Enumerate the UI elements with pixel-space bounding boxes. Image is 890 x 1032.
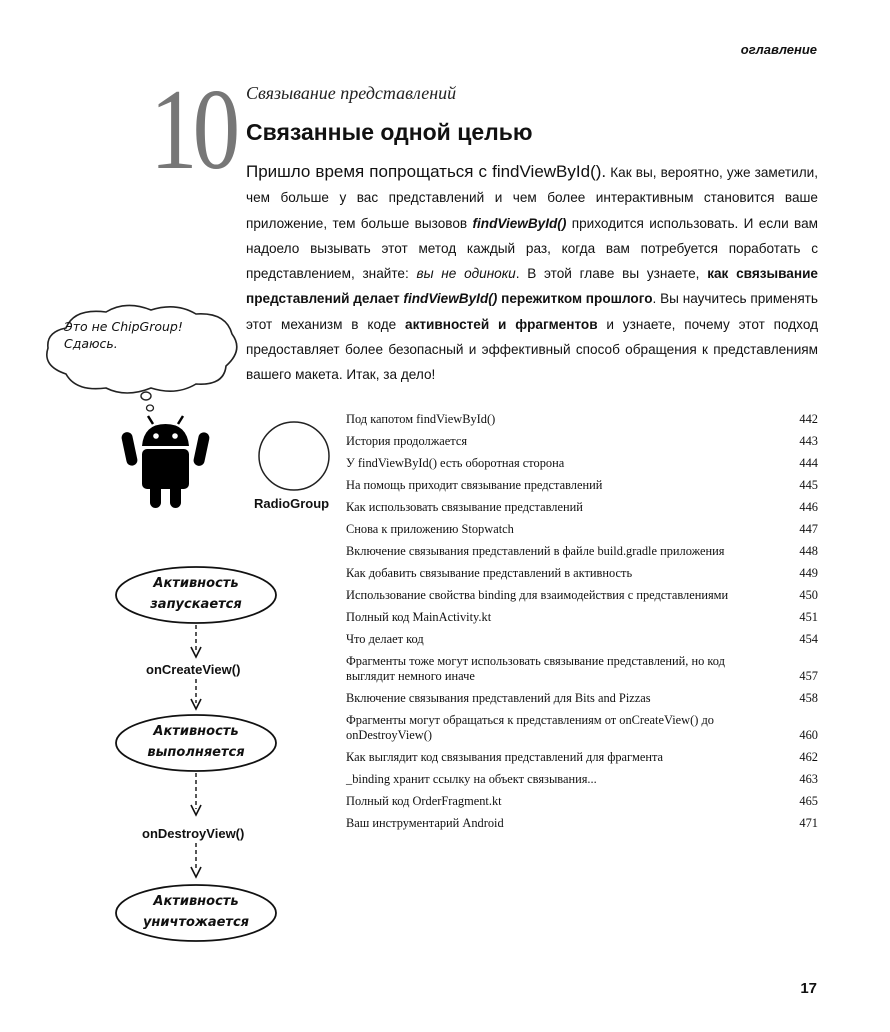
- cloud-line: Сдаюсь.: [64, 336, 118, 351]
- cloud-text: [64, 318, 183, 352]
- toc-entry-page: 450: [799, 588, 818, 602]
- toc-entry-title: Фрагменты могут обращаться к представлениям от onCreateView() до onDestroyView(): [346, 713, 714, 742]
- toc-entry-page: 446: [799, 500, 818, 514]
- intro-text: . Вы научитесь применять этот механизм в коде: [246, 291, 818, 332]
- toc-entry-page: 445: [799, 478, 818, 492]
- intro-strong-emphasis: findViewById(): [403, 291, 498, 307]
- toc-entry-title: Как использовать связывание представлений: [346, 500, 583, 514]
- toc-entry-page: 449: [799, 566, 818, 580]
- toc-entry[interactable]: [346, 478, 818, 493]
- toc-entry-title: Под капотом findViewById(): [346, 412, 496, 426]
- toc-entry-title: Фрагменты тоже могут использовать связывание представлений, но код выглядит немного иначе: [346, 654, 725, 683]
- radio-group-label: RadioGroup: [254, 496, 330, 511]
- lifecycle-line: запускается: [150, 597, 242, 612]
- toc-entry-page: 451: [799, 610, 818, 624]
- toc-entry-title: На помощь приходит связывание представлений: [346, 478, 603, 492]
- toc-entry[interactable]: [346, 713, 818, 743]
- lifecycle-line: Активность: [153, 576, 239, 591]
- section-label: оглавление: [740, 42, 817, 57]
- toc-entry-page: 444: [799, 456, 818, 470]
- toc-entry-title: Включение связывания представлений в файле build.gradle приложения: [346, 544, 725, 558]
- toc-entry-page: 460: [799, 728, 818, 742]
- toc-entry-title: Полный код MainActivity.kt: [346, 610, 492, 624]
- lifecycle-end-label: [116, 891, 276, 933]
- toc-entry[interactable]: [346, 632, 818, 647]
- toc-entry-title: Как добавить связывание представлений в активность: [346, 566, 633, 580]
- on-destroy-view-label: onDestroyView(): [142, 826, 245, 841]
- toc-entry[interactable]: [346, 691, 818, 706]
- toc-entry-page: 462: [799, 750, 818, 764]
- toc-list: [346, 412, 818, 838]
- intro-strong-text: как связывание представлений делает: [246, 266, 818, 307]
- cloud-line: Это не ChipGroup!: [64, 319, 183, 334]
- intro-emphasis: findViewById(): [472, 215, 567, 231]
- page-number: 17: [800, 980, 817, 997]
- intro-strong-text: пережитком прошлого: [497, 291, 653, 307]
- toc-entry[interactable]: [346, 522, 818, 537]
- toc-entry-page: 458: [799, 691, 818, 705]
- toc-entry-page: 463: [799, 772, 818, 786]
- toc-entry-page: 447: [799, 522, 818, 536]
- toc-entry-title: Что делает код: [346, 632, 424, 646]
- toc-entry[interactable]: [346, 566, 818, 581]
- lifecycle-run-label: [116, 721, 276, 763]
- intro-text: Как вы, вероятно, уже заметили, чем больше у вас представлений и чем более интерактивным становится ваше приложение, тем больше вызовов: [246, 165, 818, 231]
- toc-entry-title: _binding хранит ссылку на объект связывания...: [346, 772, 597, 786]
- toc-entry[interactable]: [346, 456, 818, 471]
- toc-entry-page: 457: [799, 669, 818, 683]
- toc-entry-title: Ваш инструментарий Android: [346, 816, 504, 830]
- chapter-title: Связанные одной целью: [246, 119, 533, 145]
- toc-entry-title: История продолжается: [346, 434, 468, 448]
- toc-entry-title: Включение связывания представлений для Bits and Pizzas: [346, 691, 651, 705]
- lifecycle-line: Активность: [153, 724, 239, 739]
- toc-entry-title: Как выглядит код связывания представлений для фрагмента: [346, 750, 664, 764]
- toc-entry[interactable]: [346, 816, 818, 831]
- android-robot-icon: [118, 412, 213, 512]
- intro-lead: Пришло время попрощаться с findViewById().: [246, 162, 607, 181]
- lifecycle-line: уничтожается: [142, 915, 250, 930]
- intro-text: . В этой главе вы узнаете,: [515, 266, 708, 282]
- lifecycle-line: выполняется: [147, 745, 245, 760]
- toc-entry-page: 465: [799, 794, 818, 808]
- toc-entry[interactable]: [346, 750, 818, 765]
- toc-entry-page: 443: [799, 434, 818, 448]
- toc-entry[interactable]: [346, 794, 818, 809]
- toc-entry-page: 471: [799, 816, 818, 830]
- toc-entry[interactable]: [346, 500, 818, 515]
- toc-entry-title: Полный код OrderFragment.kt: [346, 794, 502, 808]
- intro-emphasis: вы не одиноки: [416, 266, 516, 282]
- toc-entry-page: 442: [799, 412, 818, 426]
- toc-entry[interactable]: [346, 588, 818, 603]
- intro-text: приходится использовать. И если вам надоело вызывать этот метод каждый раз, когда вам потребуется поработать с представлением, знайте:: [246, 215, 818, 282]
- toc-entry[interactable]: [346, 412, 818, 427]
- toc-entry[interactable]: [346, 654, 818, 684]
- chapter-number: 10: [150, 66, 236, 194]
- toc-entry-title: Снова к приложению Stopwatch: [346, 522, 514, 536]
- toc-entry[interactable]: [346, 610, 818, 625]
- intro-text: и узнаете, почему этот подход предоставляет более безопасный и эффективный способ обращения к представлениям вашего макета. Итак, за дело!: [246, 316, 819, 383]
- chapter-subtitle: Связывание представлений: [246, 83, 457, 103]
- toc-entry-page: 448: [799, 544, 818, 558]
- toc-entry[interactable]: [346, 434, 818, 449]
- toc-entry-title: У findViewById() есть оборотная сторона: [346, 456, 565, 470]
- toc-entry[interactable]: [346, 772, 818, 787]
- on-create-view-label: onCreateView(): [146, 662, 241, 677]
- toc-entry-title: Использование свойства binding для взаимодействия с представлениями: [346, 588, 729, 602]
- intro-paragraph: [246, 159, 818, 388]
- radio-group-circle-icon: [256, 418, 332, 494]
- lifecycle-line: Активность: [153, 894, 239, 909]
- toc-entry[interactable]: [346, 544, 818, 559]
- toc-entry-page: 454: [799, 632, 818, 646]
- lifecycle-start-label: [116, 573, 276, 615]
- intro-strong: активностей и фрагментов: [405, 316, 598, 332]
